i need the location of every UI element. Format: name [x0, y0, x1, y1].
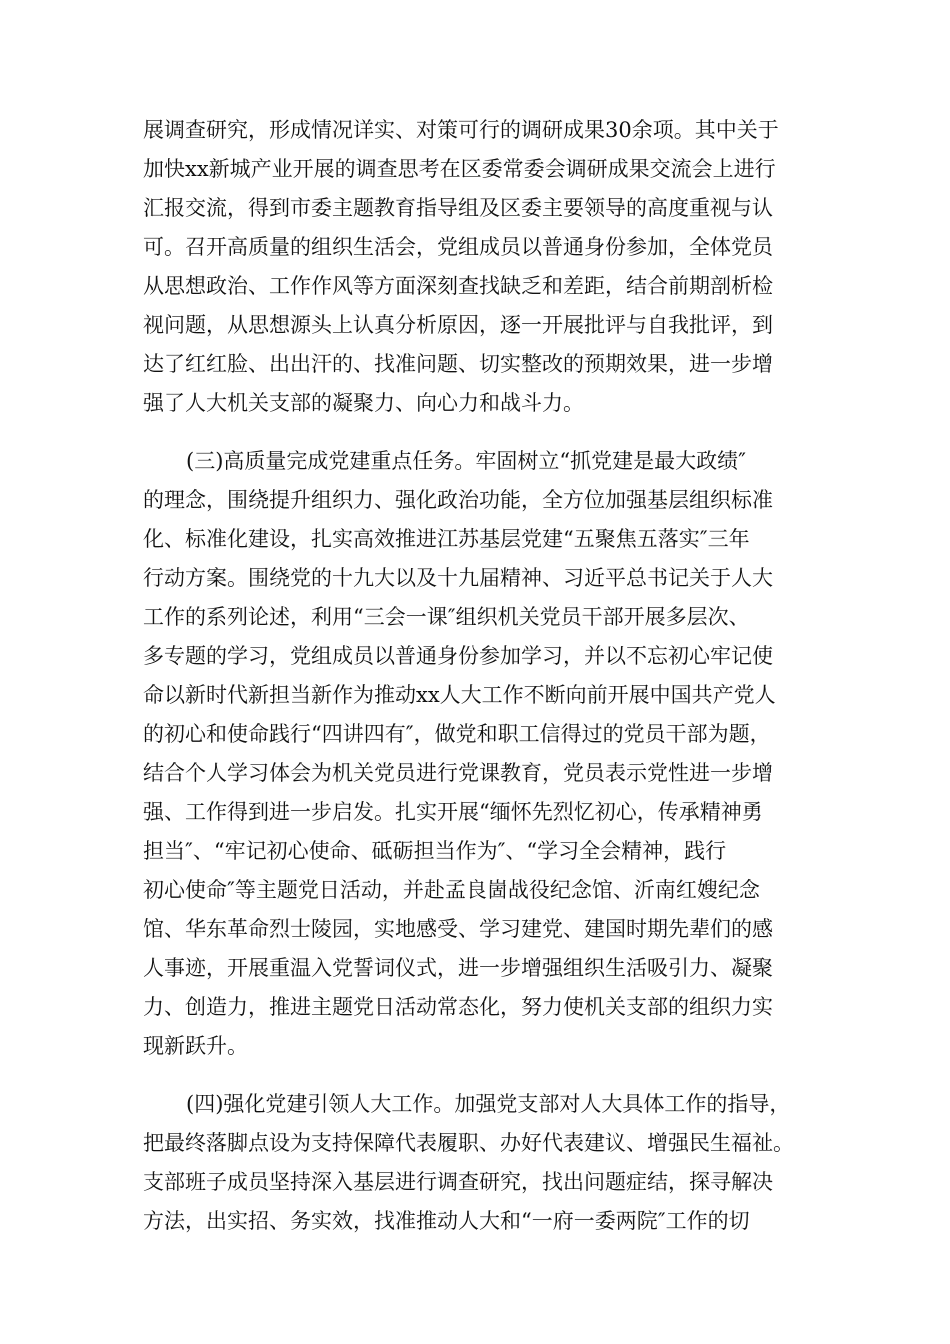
- text-line: 强了人大机关支部的凝聚力、向心力和战斗力。: [143, 391, 584, 415]
- text-line: 的理念，围绕提升组织力、强化政治功能，全方位加强基层组织标准: [143, 488, 773, 512]
- text-line: 方法，出实招、务实效，找准推动人大和“一府一委两院″工作的切: [143, 1209, 750, 1233]
- text-line: 力、创造力，推进主题党日活动常态化，努力使机关支部的组织力实: [143, 995, 773, 1019]
- text-line: 命以新时代新担当新作为推动xx人大工作不断向前开展中国共产党人: [143, 683, 776, 707]
- text-line: 从思想政治、工作作风等方面深刻查找缺乏和差距，结合前期剖析检: [143, 274, 773, 298]
- text-line: 汇报交流，得到市委主题教育指导组及区委主要领导的高度重视与认: [143, 196, 773, 220]
- text-line: 行动方案。围绕党的十九大以及十九届精神、习近平总书记关于人大: [143, 566, 773, 590]
- text-line: 的初心和使命践行“四讲四有″，做党和职工信得过的党员干部为题，: [143, 722, 771, 746]
- text-line: 馆、华东革命烈士陵园，实地感受、学习建党、建国时期先辈们的感: [143, 917, 773, 941]
- section-heading-line: (四)强化党建引领人大工作。加强党支部对人大具体工作的指导，: [186, 1092, 791, 1116]
- text-line: 可。召开高质量的组织生活会，党组成员以普通身份参加，全体党员: [143, 235, 773, 259]
- text-line: 人事迹，开展重温入党誓词仪式，进一步增强组织生活吸引力、凝聚: [143, 956, 773, 980]
- text-line: 把最终落脚点设为支持保障代表履职、办好代表建议、增强民生福祉。: [143, 1131, 794, 1155]
- text-line: 多专题的学习，党组成员以普通身份参加学习，并以不忘初心牢记使: [143, 644, 773, 668]
- text-line: 支部班子成员坚持深入基层进行调查研究，找出问题症结，探寻解决: [143, 1170, 773, 1194]
- text-line: 强、工作得到进一步启发。扎实开展“缅怀先烈忆初心，传承精神勇: [143, 800, 763, 824]
- text-line: 工作的系列论述，利用“三会一课″组织机关党员干部开展多层次、: [143, 605, 750, 629]
- text-line: 结合个人学习体会为机关党员进行党课教育，党员表示党性进一步增: [143, 761, 773, 785]
- text-line: 担当″、“牢记初心使命、砥砺担当作为″、“学习全会精神，践行: [143, 839, 727, 863]
- text-line: 视问题，从思想源头上认真分析原因，逐一开展批评与自我批评，到: [143, 313, 773, 337]
- text-line: 化、标准化建设，扎实高效推进江苏基层党建“五聚焦五落实″三年: [143, 527, 750, 551]
- text-line: 达了红红脸、出出汗的、找准问题、切实整改的预期效果，进一步增: [143, 352, 773, 376]
- text-line: 初心使命″等主题党日活动，并赴孟良崮战役纪念馆、沂南红嫂纪念: [143, 878, 760, 902]
- text-line: 展调查研究，形成情况详实、对策可行的调研成果30余项。其中关于: [143, 118, 779, 142]
- text-line: 加快xx新城产业开展的调查思考在区委常委会调研成果交流会上进行: [143, 157, 776, 181]
- section-heading-line: (三)高质量完成党建重点任务。牢固树立“抓党建是最大政绩″: [186, 449, 746, 473]
- text-line: 现新跃升。: [143, 1034, 248, 1058]
